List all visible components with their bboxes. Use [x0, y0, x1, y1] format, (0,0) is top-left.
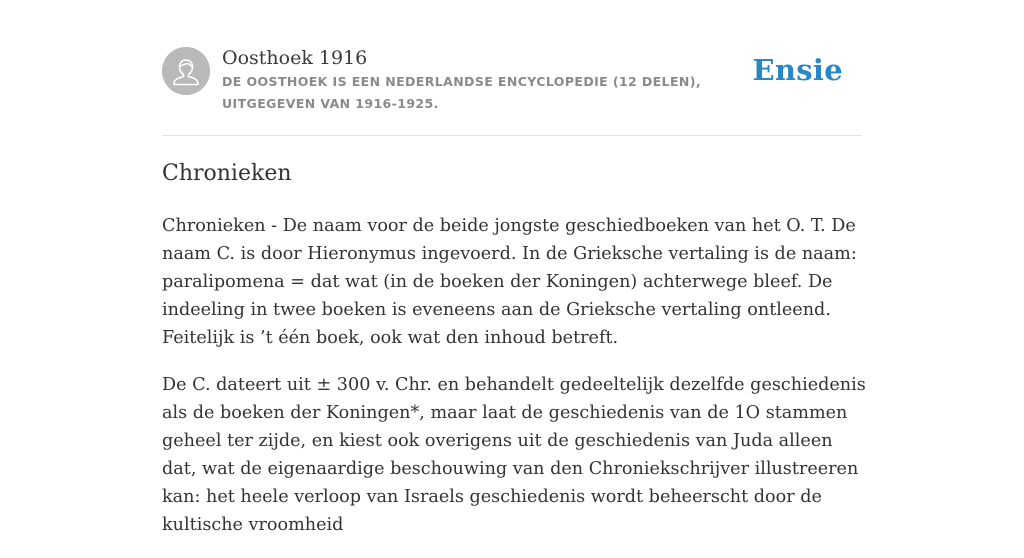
- article-paragraph: Chronieken - De naam voor de beide jongste geschiedboeken van het O. T. De naam C. is door Hieronymus ingevoerd. In de Grieksche vertaling is de naam: paralipomena = dat wat (in de boeken der Koningen) achterwege bleef. De indeeling in twee boeken is eveneens aan de Grieksche vertaling ontleend. Feitelijk is ’t één boek, ook wat den inhoud betreft.: [162, 216, 857, 348]
- source-description: DE OOSTHOEK IS EEN NEDERLANDSE ENCYCLOPEDIE (12 DELEN), UITGEGEVEN VAN 1916-1925.: [222, 74, 702, 111]
- user-icon: [162, 47, 210, 95]
- source-header: [162, 0, 862, 136]
- source-name-link[interactable]: Oosthoek 1916: [222, 47, 368, 69]
- ensie-logo[interactable]: Ensie: [752, 53, 843, 87]
- page-container: [162, 0, 866, 535]
- source-info: [222, 45, 762, 115]
- article-paragraph: De C. dateert uit ± 300 v. Chr. en behandelt gedeeltelijk dezelfde geschiedenis als de boeken der Koningen*, maar laat de geschiedenis van de 1O stammen geheel ter zijde, en kiest ook overigens uit de geschiedenis van Juda alleen dat, wat de eigenaardige beschouwing van den Chroniekschrijver illustreeren kan: het heele verloop van Israels geschiedenis wordt beheerscht door de kultische vroomheid: [162, 375, 866, 535]
- article-content: [162, 212, 867, 558]
- source-avatar[interactable]: [162, 47, 210, 95]
- article-title: Chronieken: [162, 161, 292, 186]
